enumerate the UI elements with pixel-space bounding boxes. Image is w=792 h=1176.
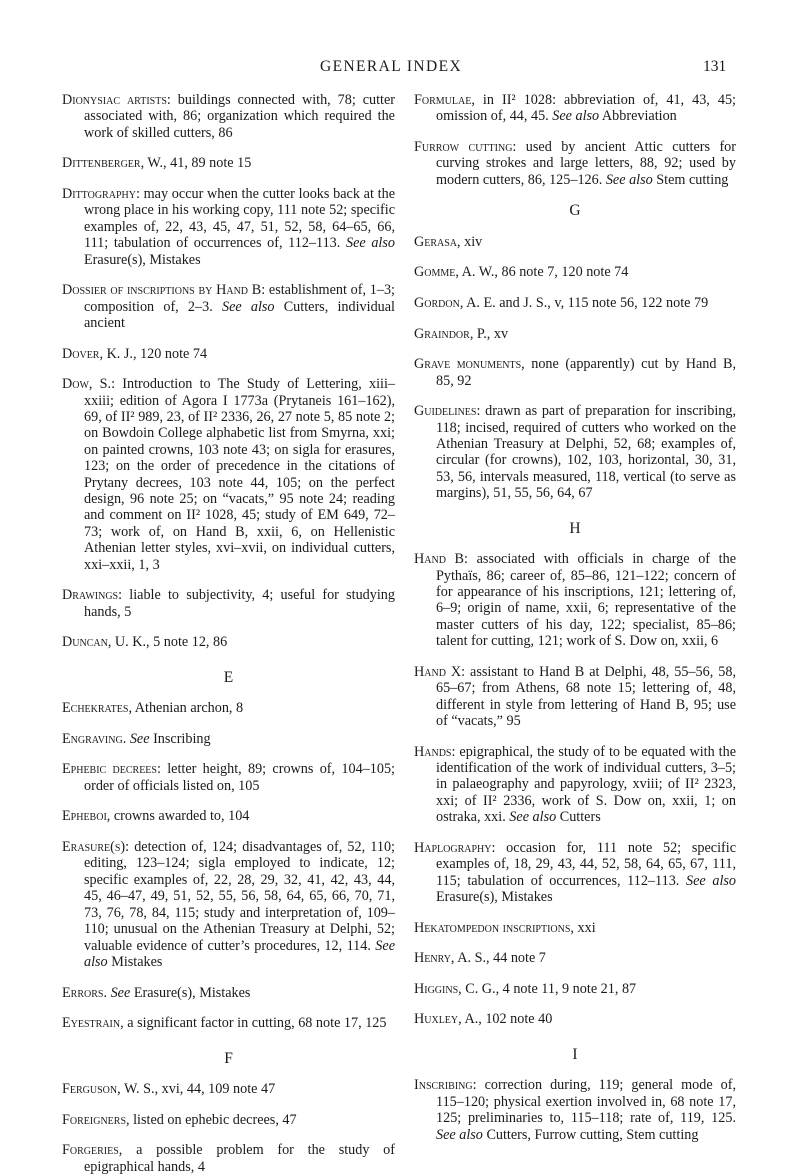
- index-entry: Gomme, A. W., 86 note 7, 120 note 74: [414, 264, 629, 281]
- section-e: [62, 700, 395, 1031]
- index-entry: Dittenberger, W., 41, 89 note 15: [62, 155, 252, 172]
- index-entry: Eyestrain, a significant factor in cutting, 68 note 17, 125: [62, 1015, 387, 1032]
- section-letter-f: F: [224, 1049, 233, 1067]
- index-entry: Guidelines: drawn as part of preparation for inscribing, 118; incised, required of cutters who worked on the Athenian Treasury at Delphi, 52, 68; examples of, circular (for crowns), 102, 103, horizontal, 30, 31, 53, 56, intervals measured, 118, vertical (to serve as margins), 51, 55, 56, 64, 67: [414, 403, 736, 502]
- index-entry: Hand B: associated with officials in charge of the Pythaïs, 86; career of, 85–86, 121–122; concern of for appearance of his inscriptions, 121; lettering of, 6–9; origin of name, xxii, 6; representative of the master cutters of his day, 122; specialist, 85–86; talent for cutting, 121; work of S. Dow on, xxii, 6: [414, 551, 736, 650]
- section-f-continued: [414, 92, 736, 188]
- section-letter-h: H: [569, 519, 581, 537]
- index-entry: Errors. See Erasure(s), Mistakes: [62, 984, 251, 1001]
- index-entry: Hands: epigraphical, the study of to be equated with the identification of the work of individual cutters, 3–5; in palaeography and papyrology, xviii; of II² 2323, xxi; of II² 2336, work of S. Dow on, xxii, 1; on ostraka, xxi. See also Cutters: [414, 743, 736, 826]
- index-entry: Epheboi, crowns awarded to, 104: [62, 808, 250, 825]
- running-title: GENERAL INDEX: [320, 58, 463, 75]
- index-entry: Higgins, C. G., 4 note 11, 9 note 21, 87: [414, 980, 637, 997]
- section-d: [62, 92, 395, 651]
- page-number: 131: [703, 58, 727, 75]
- index-entry: Dittography: may occur when the cutter looks back at the wrong place in his working copy, 111 note 52; specific examples of, 22, 43, 45, 47, 51, 52, 58, 64–65, 66, 111; tabulation of occurrences of, 112–113. See also Erasure(s), Mistakes: [62, 186, 395, 268]
- index-entry: Engraving. See Inscribing: [62, 730, 211, 747]
- index-entry: Gerasa, xiv: [414, 233, 483, 250]
- section-g: [414, 234, 736, 502]
- index-entry: Erasure(s): detection of, 124; disadvantages of, 52, 110; editing, 123–124; sigla employed to indicate, 12; specific examples of, 22, 28, 29, 32, 41, 42, 43, 44, 45, 46–47, 49, 51, 52, 55, 56, 58, 64, 65, 66, 70, 71, 73, 76, 78, 84, 115; study and interpretation of, 109–110; unusual on the Athenian Treasury at Delphi, 52; valuable evidence of cutter’s procedures, 12, 114. See also Mistakes: [62, 839, 395, 970]
- index-entry: Hekatompedon inscriptions, xxi: [414, 919, 596, 936]
- index-entry: Duncan, U. K., 5 note 12, 86: [62, 634, 228, 651]
- index-entry: Ephebic decrees: letter height, 89; crowns of, 104–105; order of officials listed on, 105: [62, 761, 395, 794]
- index-entry: Hand X: assistant to Hand B at Delphi, 48, 55–56, 58, 65–67; from Athens, 68 note 15; lettering of, 48, different in style from lettering of Hand B, 95; use of “vacats,” 95: [414, 663, 736, 730]
- section-f: [62, 1081, 395, 1175]
- index-entry: Ferguson, W. S., xvi, 44, 109 note 47: [62, 1081, 276, 1098]
- index-entry: Dionysiac artists: buildings connected with, 78; cutter associated with, 86; organization which required the work of skilled cutters, 86: [62, 92, 395, 141]
- index-entry: Drawings: liable to subjectivity, 4; useful for studying hands, 5: [62, 587, 395, 620]
- section-letter-g: G: [569, 202, 581, 220]
- page-header: [0, 58, 792, 80]
- index-entry: Forgeries, a possible problem for the study of epigraphical hands, 4: [62, 1142, 395, 1175]
- index-entry: Huxley, A., 102 note 40: [414, 1011, 553, 1028]
- index-entry: Grave monuments, none (apparently) cut by Hand B, 85, 92: [414, 356, 736, 389]
- right-column: [414, 92, 736, 1144]
- section-letter-i: I: [572, 1045, 578, 1063]
- left-column: [62, 92, 395, 1176]
- index-entry: Formulae, in II² 1028: abbreviation of, 41, 43, 45; omission of, 44, 45. See also Abbreviation: [414, 92, 736, 125]
- index-entry: Dover, K. J., 120 note 74: [62, 345, 208, 362]
- section-i: [414, 1077, 736, 1143]
- index-entry: Furrow cutting: used by ancient Attic cutters for curving strokes and large letters, 88, 92; used by modern cutters, 86, 125–126. See also Stem cutting: [414, 139, 736, 188]
- index-entry: Echekrates, Athenian archon, 8: [62, 700, 244, 717]
- index-entry: Gordon, A. E. and J. S., v, 115 note 56, 122 note 79: [414, 295, 709, 311]
- index-entry: Haplography: occasion for, 111 note 52; specific examples of, 18, 29, 43, 44, 52, 58, 64, 65, 67, 111, 115; tabulation of occurrences, 112–113. See also Erasure(s), Mistakes: [414, 839, 736, 906]
- index-entry: Dossier of inscriptions by Hand B: establishment of, 1–3; composition of, 2–3. See also Cutters, individual ancient: [62, 282, 395, 332]
- index-entry: Dow, S.: Introduction to The Study of Lettering, xiii–xxiii; edition of Agora I 1773a (Prytaneis 161–162), 69, of II² 989, 23, of II² 2336, 26, 27 note 5, 85 note 2; on Bowdoin College alphabetic list from Smyrna, xxi; on painted crowns, 103 note 43; on sigla for erasures, 123; on the order of precedence in the citations of Prytany decrees, 103 note 44, 105; on the perfect design, 96 note 25; on “vacats,” 95 note 24; reading and comment on II² 1028, 45; study of EM 649, 72–73; work of, on Hand B, xxii, 6, on Hellenistic Athenian letter styles, xvi–xvii, on individual cutters, xxi–xxii, 1, 3: [62, 376, 395, 573]
- index-entry: Foreigners, listed on ephebic decrees, 47: [62, 1111, 297, 1128]
- section-h: [414, 551, 736, 1028]
- index-entry: Inscribing: correction during, 119; general mode of, 115–120; physical exertion involved in, 68 note 17, 125; preliminaries to, 115–118; rate of, 119, 125. See also Cutters, Furrow cutting, Stem cutting: [414, 1077, 736, 1143]
- index-entry: Graindor, P., xv: [414, 325, 509, 342]
- section-letter-e: E: [223, 668, 234, 686]
- index-entry: Henry, A. S., 44 note 7: [414, 950, 546, 967]
